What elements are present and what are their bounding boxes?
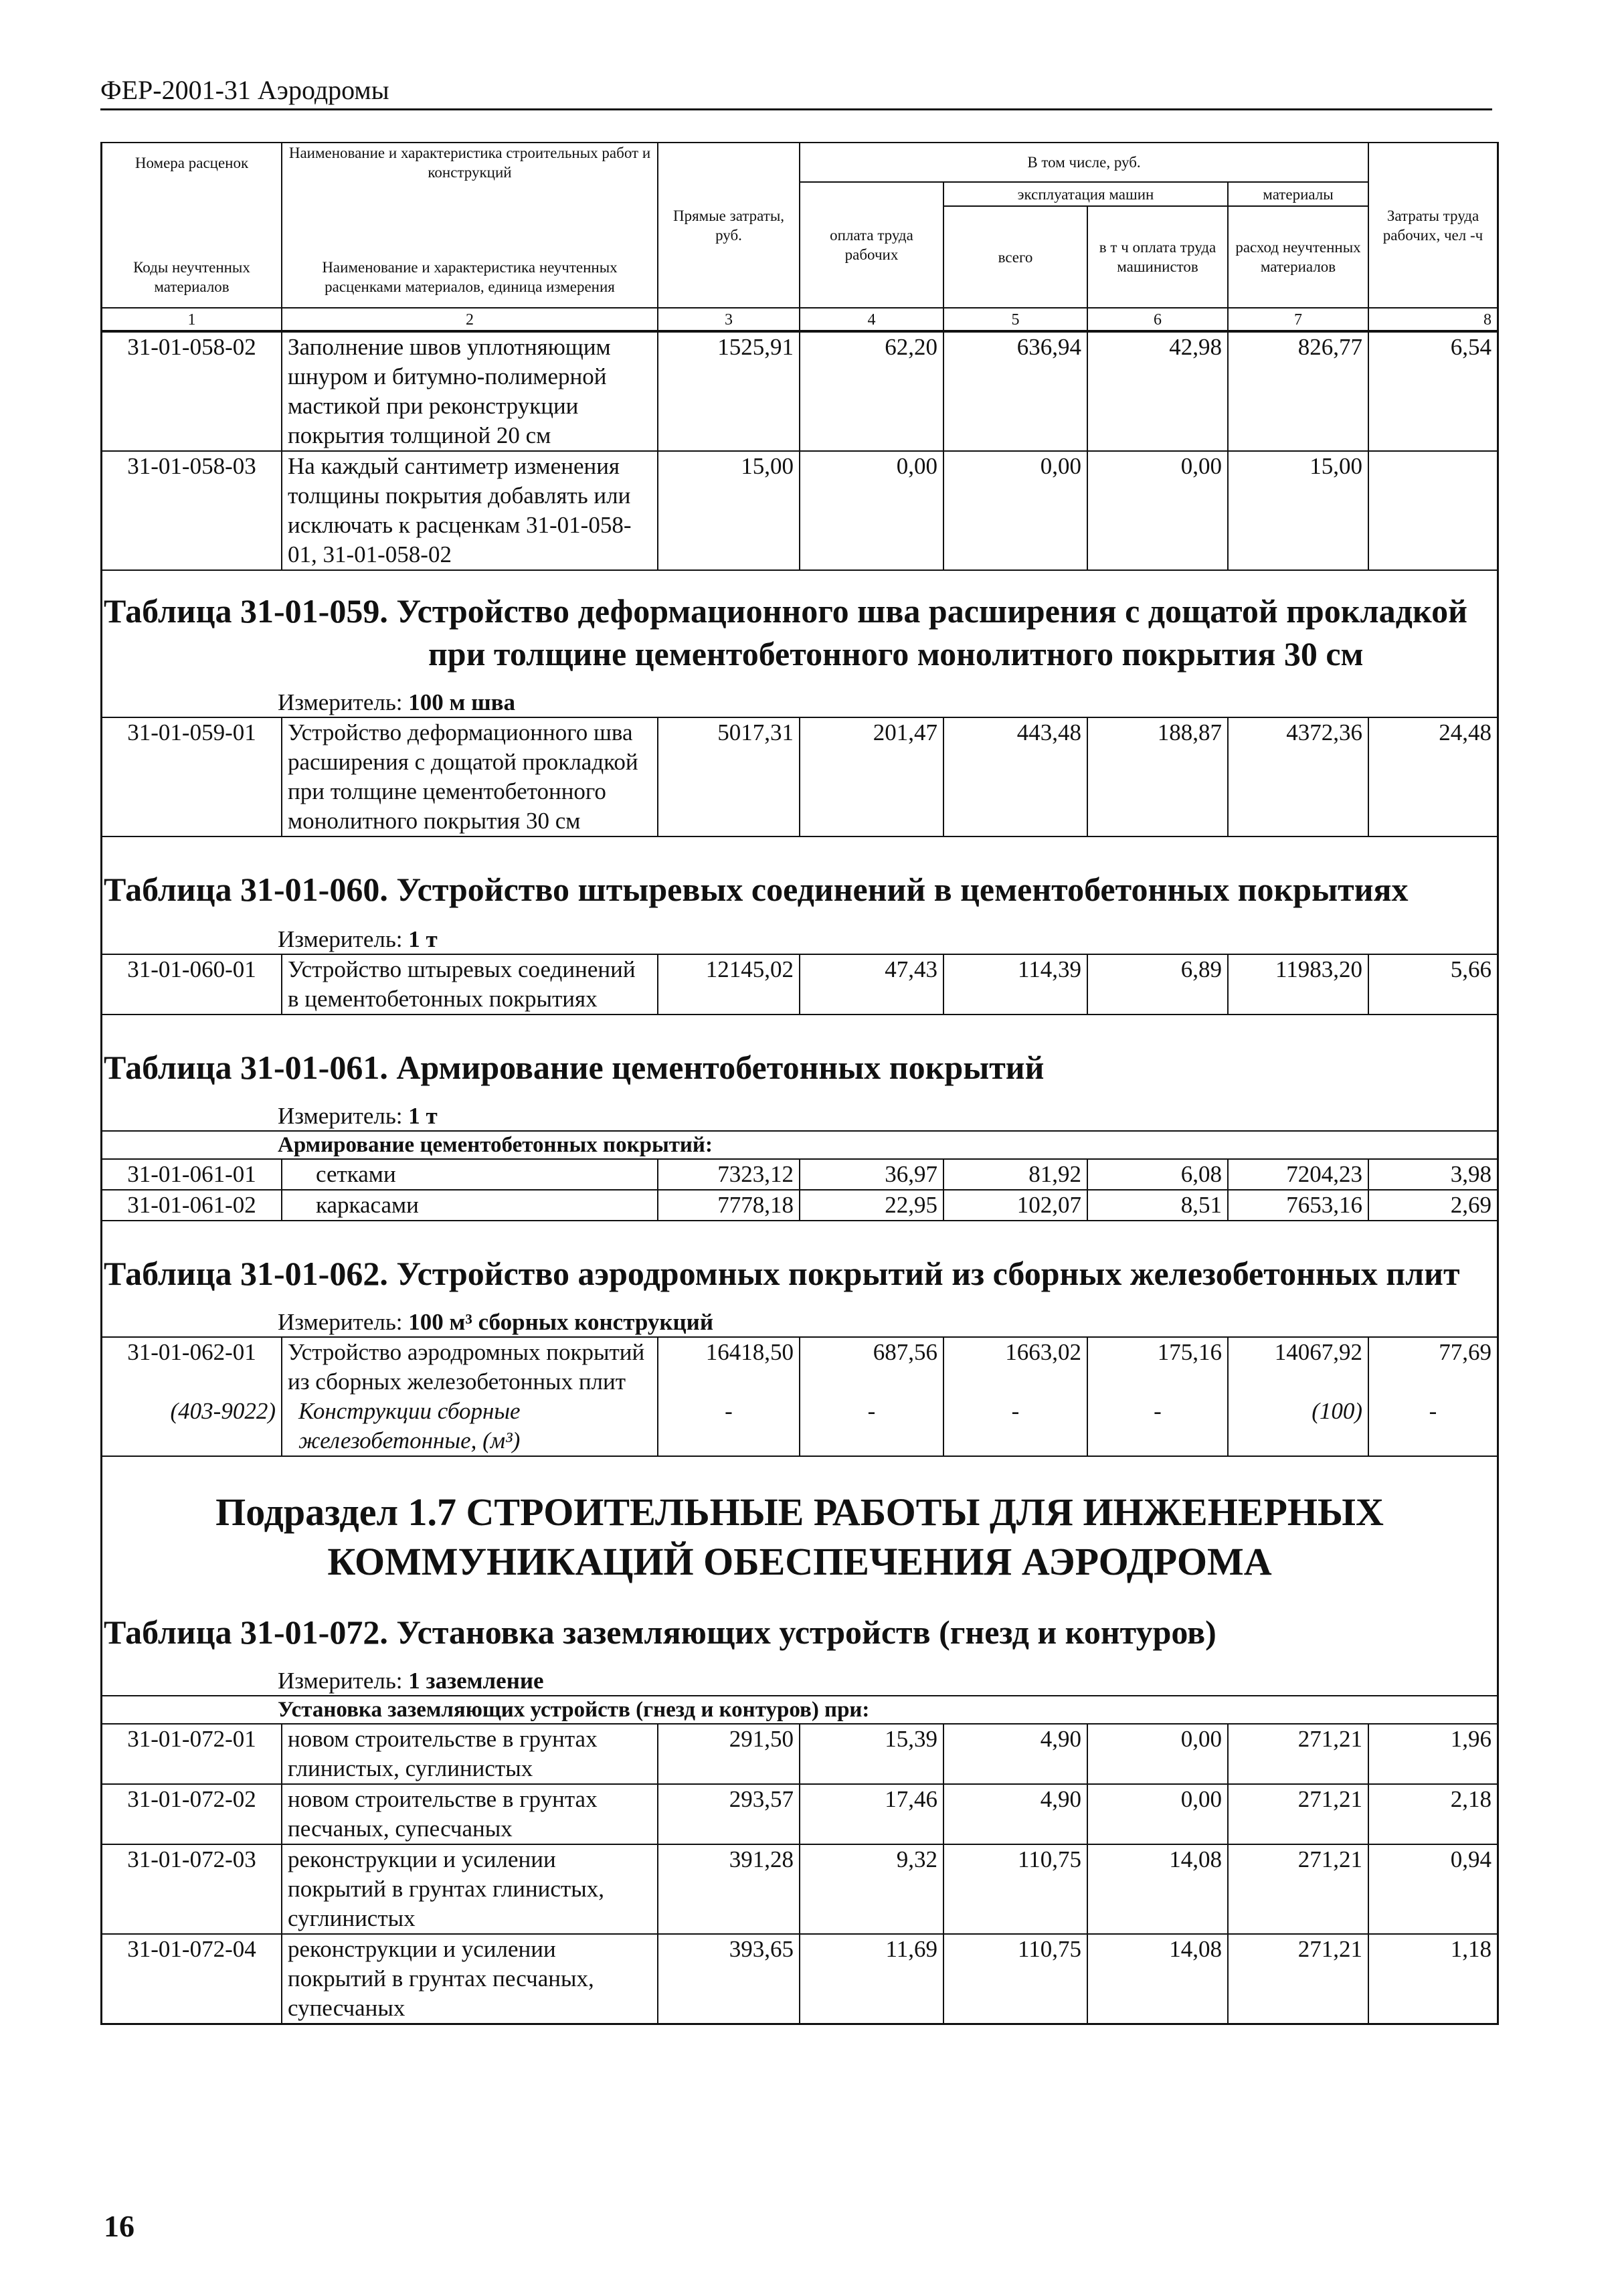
materials: 4372,36 bbox=[1228, 717, 1368, 836]
header-materials-unaccounted: расход неучтенных материалов bbox=[1228, 206, 1368, 308]
rate-code: 31-01-058-02 bbox=[102, 332, 282, 451]
rates-sheet bbox=[100, 142, 1499, 2025]
rate-name: реконструкции и усилении покрытий в грунтах песчаных, супесчаных bbox=[282, 1934, 658, 2023]
column-header-table bbox=[102, 142, 1497, 331]
machines-total: 102,07 bbox=[943, 1190, 1087, 1221]
materials: 14067,92 bbox=[1228, 1337, 1368, 1397]
machine-operators: 8,51 bbox=[1087, 1190, 1228, 1221]
page-header: ФЕР-2001-31 Аэродромы bbox=[100, 72, 1492, 110]
table-row bbox=[102, 332, 1497, 451]
labor-pay: 17,46 bbox=[800, 1784, 943, 1844]
rate-name: Устройство штыревых соединений в цементобетонных покрытиях bbox=[282, 954, 658, 1015]
meter-value: 1 т bbox=[408, 1103, 438, 1129]
labor-pay: 22,95 bbox=[800, 1190, 943, 1221]
labor-hours bbox=[1368, 451, 1497, 569]
header-material-name: Наименование и характеристика неучтенных расценками материалов, единица измерения bbox=[282, 182, 658, 308]
table-060-title: Таблица 31-01-060. Устройство штыревых соединений в цементобетонных покрытиях bbox=[104, 871, 1409, 908]
table-062-title: Таблица 31-01-062. Устройство аэродромных покрытий из сборных железобетонных плит bbox=[104, 1255, 1460, 1292]
table-row bbox=[102, 1724, 1497, 1784]
col-number: 4 bbox=[800, 308, 943, 331]
col-number: 7 bbox=[1228, 308, 1368, 331]
machine-operators: 42,98 bbox=[1087, 332, 1228, 451]
header-including: В том числе, руб. bbox=[800, 143, 1368, 182]
table-060-rows bbox=[102, 954, 1497, 1015]
labor-hours: 3,98 bbox=[1368, 1159, 1497, 1190]
table-059-title-line2: при толщине цементобетонного монолитного покрытия 30 см bbox=[428, 635, 1364, 673]
direct-costs: 293,57 bbox=[658, 1784, 800, 1844]
labor-hours: 0,94 bbox=[1368, 1844, 1497, 1934]
table-062-rows bbox=[102, 1336, 1497, 1457]
header-machines: эксплуатация машин bbox=[943, 182, 1228, 206]
direct-costs: 291,50 bbox=[658, 1724, 800, 1784]
table-072-section bbox=[102, 1611, 1497, 2023]
table-072-rows bbox=[102, 1723, 1497, 2023]
meter-label: Измеритель: bbox=[278, 1309, 403, 1335]
header-material-codes: Коды неучтенных материалов bbox=[102, 182, 282, 308]
table-row bbox=[102, 1934, 1497, 2023]
meter-label: Измеритель: bbox=[278, 926, 403, 952]
machines-total: 81,92 bbox=[943, 1159, 1087, 1190]
direct-costs: 391,28 bbox=[658, 1844, 800, 1934]
meter-value: 100 м³ сборных конструкций bbox=[408, 1309, 714, 1335]
materials: 11983,20 bbox=[1228, 954, 1368, 1015]
direct-costs: - bbox=[658, 1397, 800, 1456]
rate-name: реконструкции и усилении покрытий в грунтах глинистых, суглинистых bbox=[282, 1844, 658, 1934]
machine-operators: 6,89 bbox=[1087, 954, 1228, 1015]
materials: 271,21 bbox=[1228, 1784, 1368, 1844]
col-number: 5 bbox=[943, 308, 1087, 331]
direct-costs: 1525,91 bbox=[658, 332, 800, 451]
materials: 7653,16 bbox=[1228, 1190, 1368, 1221]
header-materials: материалы bbox=[1228, 182, 1368, 206]
header-labor-costs: Затраты труда рабочих, чел -ч bbox=[1368, 143, 1497, 308]
table-row bbox=[102, 717, 1497, 836]
meter-value: 1 заземление bbox=[408, 1668, 544, 1694]
rate-code: 31-01-060-01 bbox=[102, 954, 282, 1015]
header-rate-numbers: Номера расценок bbox=[102, 143, 282, 182]
col-number: 1 bbox=[102, 308, 282, 331]
labor-pay: 687,56 bbox=[800, 1337, 943, 1397]
machine-operators: - bbox=[1087, 1397, 1228, 1456]
table-059-section bbox=[102, 569, 1497, 837]
labor-hours: 1,18 bbox=[1368, 1934, 1497, 2023]
table-059-rows bbox=[102, 717, 1497, 837]
meter-label: Измеритель: bbox=[278, 1103, 403, 1129]
table-061-group-heading: Армирование цементобетонных покрытий: bbox=[102, 1130, 1497, 1158]
machine-operators: 188,87 bbox=[1087, 717, 1228, 836]
rate-name: Устройство аэродромных покрытий из сборных железобетонных плит bbox=[282, 1337, 658, 1397]
material-name: Конструкции сборные железобетонные, (м³) bbox=[282, 1397, 658, 1456]
machine-operators: 0,00 bbox=[1087, 1784, 1228, 1844]
labor-hours: 1,96 bbox=[1368, 1724, 1497, 1784]
labor-hours: 5,66 bbox=[1368, 954, 1497, 1015]
labor-pay: 9,32 bbox=[800, 1844, 943, 1934]
labor-pay: - bbox=[800, 1397, 943, 1456]
table-061-meter bbox=[102, 1102, 1497, 1130]
table-059-meter bbox=[102, 689, 1497, 717]
meter-value: 1 т bbox=[408, 926, 438, 952]
rate-code: 31-01-059-01 bbox=[102, 717, 282, 836]
materials: 826,77 bbox=[1228, 332, 1368, 451]
rate-code: 31-01-062-01 bbox=[102, 1337, 282, 1397]
direct-costs: 7778,18 bbox=[658, 1190, 800, 1221]
direct-costs: 5017,31 bbox=[658, 717, 800, 836]
direct-costs: 7323,12 bbox=[658, 1159, 800, 1190]
machine-operators: 175,16 bbox=[1087, 1337, 1228, 1397]
rate-name: сетками bbox=[282, 1159, 658, 1190]
direct-costs: 16418,50 bbox=[658, 1337, 800, 1397]
machine-operators: 0,00 bbox=[1087, 1724, 1228, 1784]
rate-code: 31-01-072-02 bbox=[102, 1784, 282, 1844]
rate-code: 31-01-058-03 bbox=[102, 451, 282, 569]
col-number: 8 bbox=[1368, 308, 1497, 331]
rate-name: Заполнение швов уплотняющим шнуром и битумно-полимерной мастикой при реконструкции покрытия толщиной 20 см bbox=[282, 332, 658, 451]
direct-costs: 12145,02 bbox=[658, 954, 800, 1015]
table-072-group-heading: Установка заземляющих устройств (гнезд и контуров) при: bbox=[102, 1695, 1497, 1723]
header-machine-operators: в т ч оплата труда машинистов bbox=[1087, 206, 1228, 308]
materials: 7204,23 bbox=[1228, 1159, 1368, 1190]
table-061-title: Таблица 31-01-061. Армирование цементобетонных покрытий bbox=[104, 1049, 1045, 1086]
table-row bbox=[102, 954, 1497, 1015]
machines-total: 0,00 bbox=[943, 451, 1087, 569]
materials: 271,21 bbox=[1228, 1724, 1368, 1784]
table-062-section bbox=[102, 1221, 1497, 1457]
machines-total: 114,39 bbox=[943, 954, 1087, 1015]
page-number: 16 bbox=[104, 2209, 134, 2243]
labor-pay: 47,43 bbox=[800, 954, 943, 1015]
materials: 271,21 bbox=[1228, 1844, 1368, 1934]
table-row bbox=[102, 1784, 1497, 1844]
col-number: 3 bbox=[658, 308, 800, 331]
header-direct-costs: Прямые затраты, руб. bbox=[658, 143, 800, 308]
labor-hours: 77,69 bbox=[1368, 1337, 1497, 1397]
rate-name: На каждый сантиметр изменения толщины покрытия добавлять или исключать к расценкам 31-01-058-01, 31-01-058-02 bbox=[282, 451, 658, 569]
col-number: 6 bbox=[1087, 308, 1228, 331]
table-059-title bbox=[102, 590, 1497, 675]
header-work-name: Наименование и характеристика строительных работ и конструкций bbox=[282, 143, 658, 182]
table-060-section bbox=[102, 837, 1497, 1015]
meter-label: Измеритель: bbox=[278, 689, 403, 715]
machines-total: - bbox=[943, 1397, 1087, 1456]
labor-hours: 24,48 bbox=[1368, 717, 1497, 836]
header-machines-total: всего bbox=[943, 206, 1087, 308]
machines-total: 443,48 bbox=[943, 717, 1087, 836]
material-code: (403-9022) bbox=[102, 1397, 282, 1456]
labor-pay: 11,69 bbox=[800, 1934, 943, 2023]
rate-code: 31-01-072-04 bbox=[102, 1934, 282, 2023]
machine-operators: 0,00 bbox=[1087, 451, 1228, 569]
header-labor-pay: оплата труда рабочих bbox=[800, 182, 943, 308]
table-row bbox=[102, 1337, 1497, 1397]
rate-name: новом строительстве в грунтах песчаных, супесчаных bbox=[282, 1784, 658, 1844]
col-number: 2 bbox=[282, 308, 658, 331]
rate-code: 31-01-072-03 bbox=[102, 1844, 282, 1934]
machines-total: 1663,02 bbox=[943, 1337, 1087, 1397]
labor-hours: 2,18 bbox=[1368, 1784, 1497, 1844]
table-062-meter bbox=[102, 1308, 1497, 1336]
table-058-rows bbox=[102, 331, 1497, 569]
materials: 271,21 bbox=[1228, 1934, 1368, 2023]
labor-pay: 0,00 bbox=[800, 451, 943, 569]
table-072-meter bbox=[102, 1667, 1497, 1695]
machine-operators: 6,08 bbox=[1087, 1159, 1228, 1190]
direct-costs: 15,00 bbox=[658, 451, 800, 569]
machine-operators: 14,08 bbox=[1087, 1934, 1228, 2023]
materials: 15,00 bbox=[1228, 451, 1368, 569]
labor-hours: 6,54 bbox=[1368, 332, 1497, 451]
labor-pay: 201,47 bbox=[800, 717, 943, 836]
rate-code: 31-01-061-01 bbox=[102, 1159, 282, 1190]
table-072-title: Таблица 31-01-072. Установка заземляющих устройств (гнезд и контуров) bbox=[104, 1613, 1216, 1651]
labor-pay: 15,39 bbox=[800, 1724, 943, 1784]
meter-value: 100 м шва bbox=[408, 689, 516, 715]
direct-costs: 393,65 bbox=[658, 1934, 800, 2023]
subsection-heading: Подраздел 1.7 СТРОИТЕЛЬНЫЕ РАБОТЫ ДЛЯ ИНЖЕНЕРНЫХ КОММУНИКАЦИЙ ОБЕСПЕЧЕНИЯ АЭРОДРОМА bbox=[215, 1490, 1384, 1583]
machines-total: 636,94 bbox=[943, 332, 1087, 451]
labor-pay: 36,97 bbox=[800, 1159, 943, 1190]
rate-name: каркасами bbox=[282, 1190, 658, 1221]
labor-hours: 2,69 bbox=[1368, 1190, 1497, 1221]
machine-operators: 14,08 bbox=[1087, 1844, 1228, 1934]
machines-total: 110,75 bbox=[943, 1934, 1087, 2023]
table-row bbox=[102, 1159, 1497, 1190]
meter-label: Измеритель: bbox=[278, 1668, 403, 1694]
rate-name: Устройство деформационного шва расширения с дощатой прокладкой при толщине цементобетонного монолитного покрытия 30 см bbox=[282, 717, 658, 836]
table-row bbox=[102, 451, 1497, 569]
labor-hours: - bbox=[1368, 1397, 1497, 1456]
table-060-meter bbox=[102, 925, 1497, 954]
table-061-section bbox=[102, 1015, 1497, 1221]
rate-code: 31-01-061-02 bbox=[102, 1190, 282, 1221]
rate-code: 31-01-072-01 bbox=[102, 1724, 282, 1784]
machines-total: 110,75 bbox=[943, 1844, 1087, 1934]
table-row bbox=[102, 1190, 1497, 1221]
table-061-rows bbox=[102, 1158, 1497, 1221]
material-row bbox=[102, 1397, 1497, 1456]
rate-name: новом строительстве в грунтах глинистых, суглинистых bbox=[282, 1724, 658, 1784]
machines-total: 4,90 bbox=[943, 1724, 1087, 1784]
materials-quantity: (100) bbox=[1228, 1397, 1368, 1456]
labor-pay: 62,20 bbox=[800, 332, 943, 451]
table-row bbox=[102, 1844, 1497, 1934]
machines-total: 4,90 bbox=[943, 1784, 1087, 1844]
table-059-title-line1: Таблица 31-01-059. Устройство деформационного шва расширения с дощатой прокладкой bbox=[104, 592, 1467, 630]
